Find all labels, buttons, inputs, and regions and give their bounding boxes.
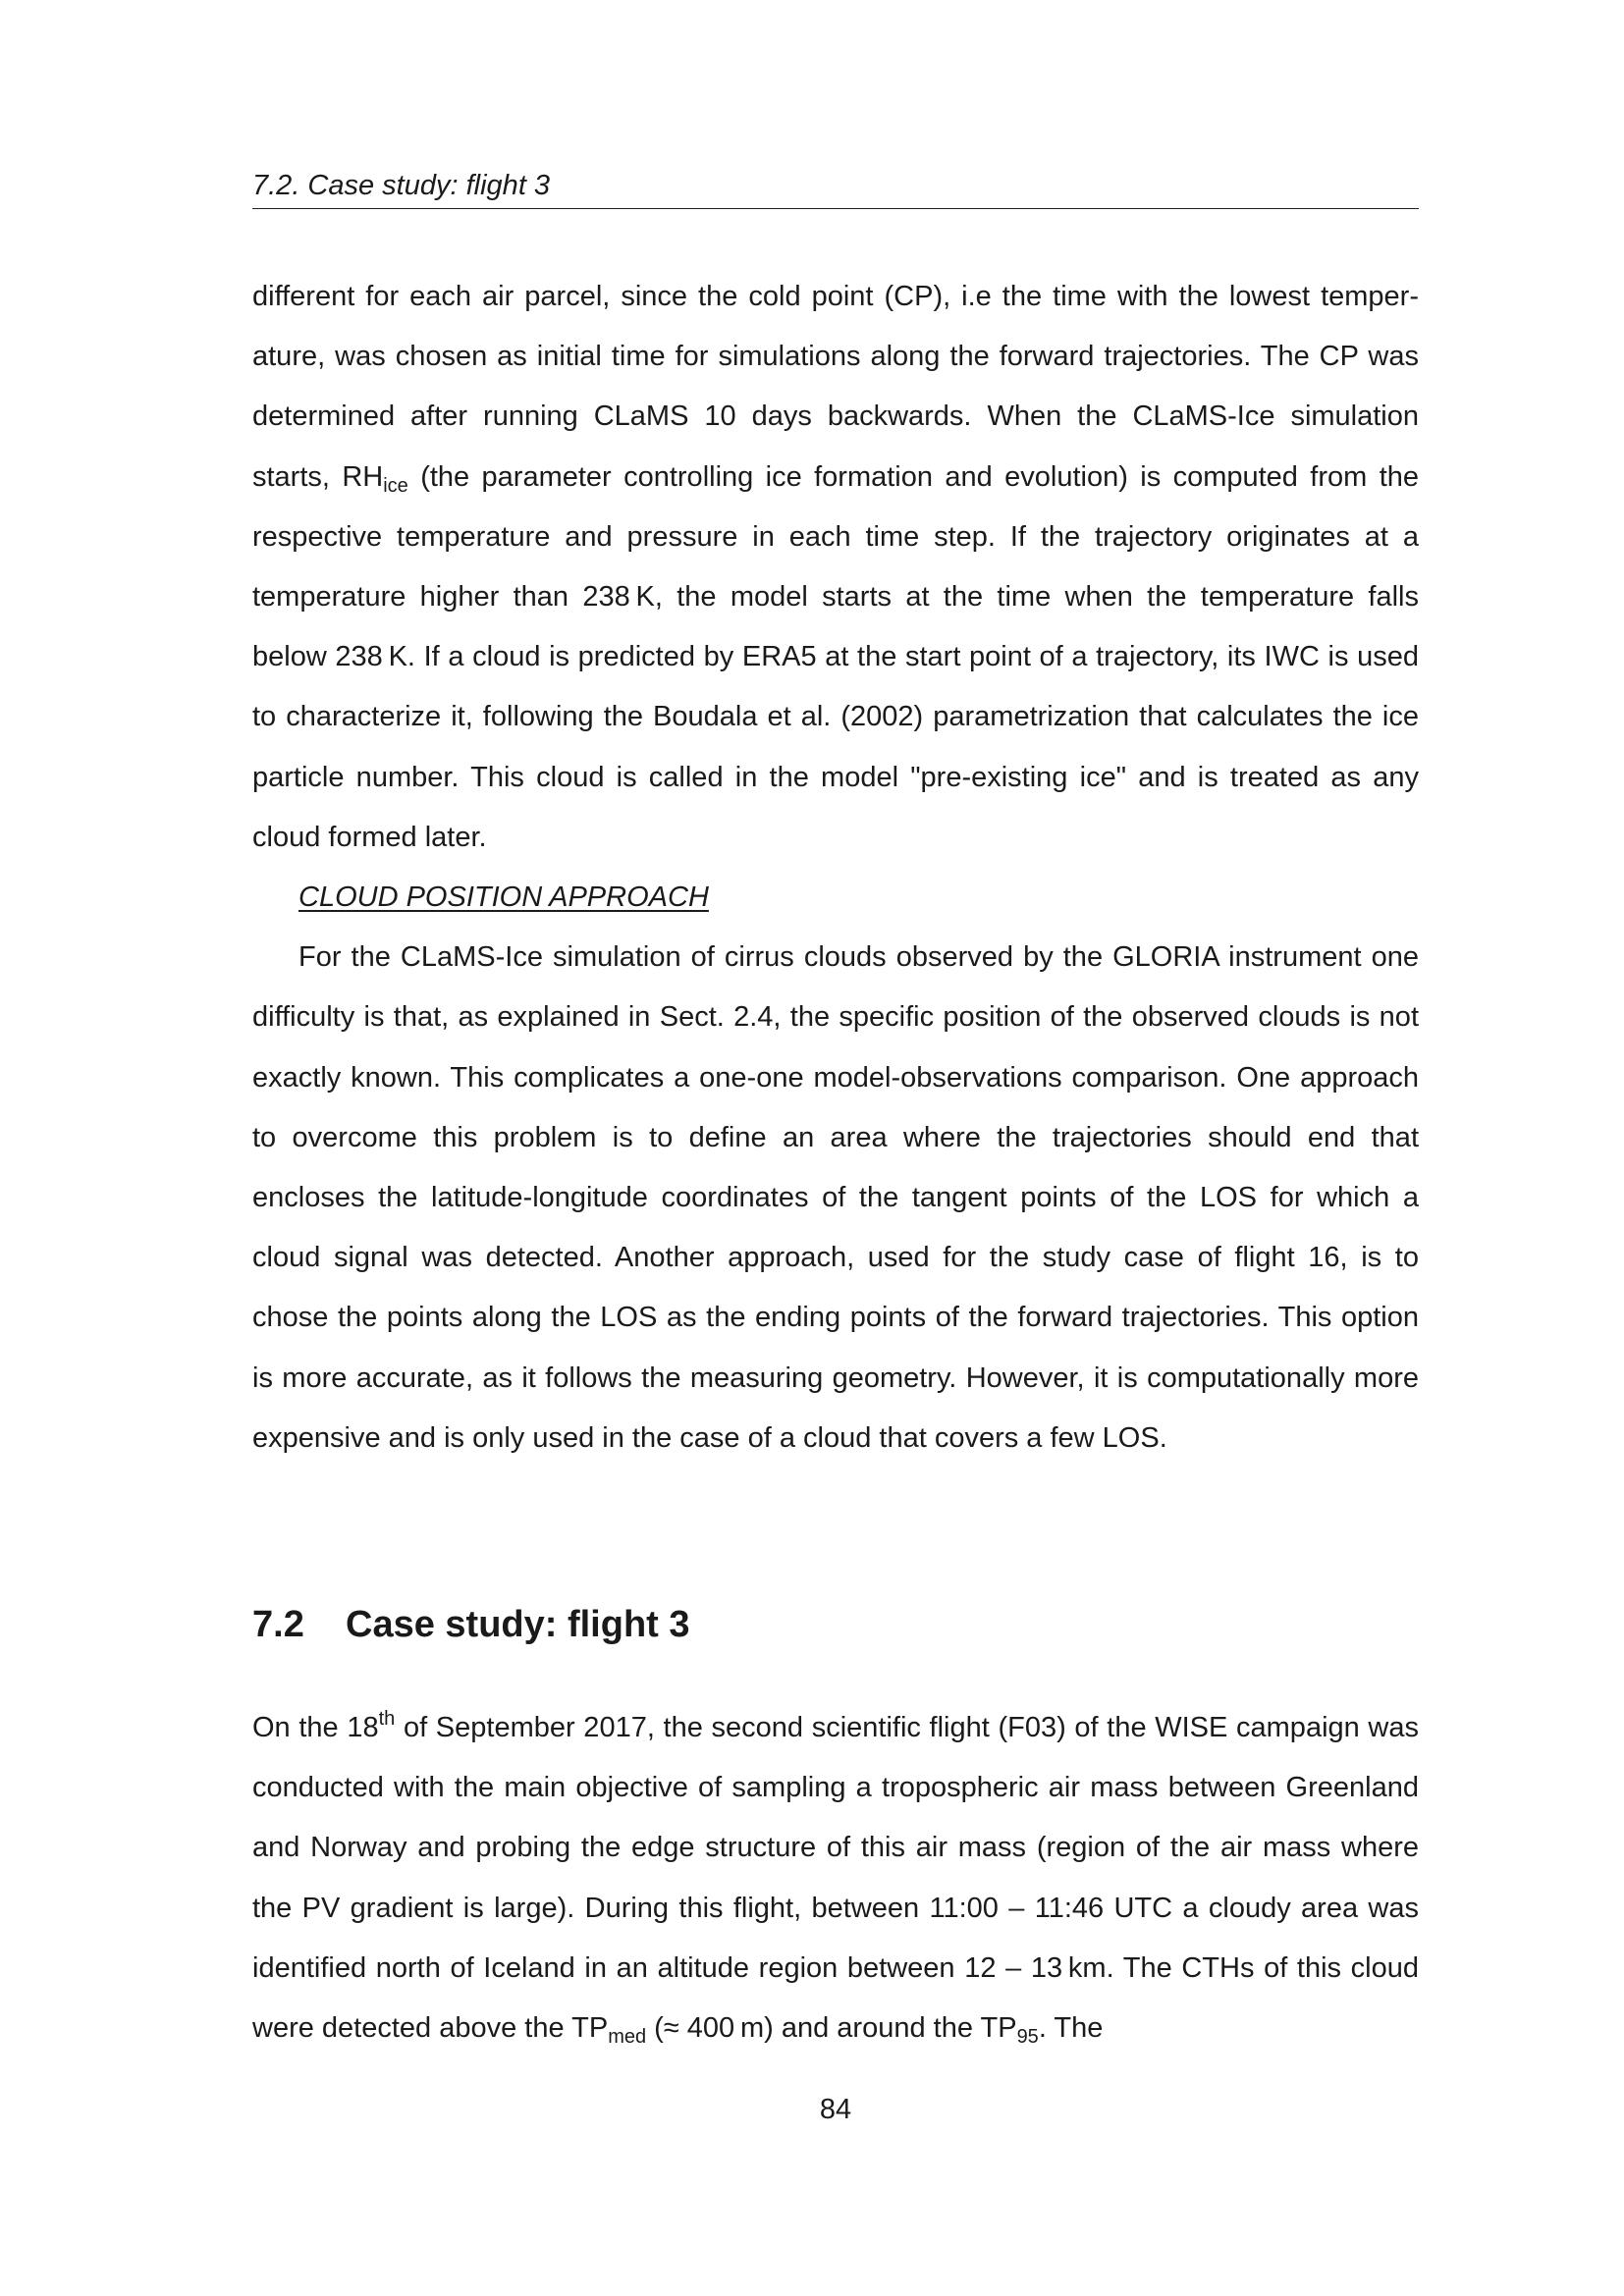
paragraph-3-part-4: . The — [1038, 2012, 1104, 2045]
body-text-upper — [252, 267, 1419, 1468]
subscript-95: 95 — [1016, 2026, 1039, 2049]
page-number: 84 — [819, 2094, 852, 2125]
paragraph-2: For the CLaMS-Ice simulation of cirrus clouds observed by the GLORIA instrument one difficulty is that, as explained in Sect. 2.4, the specific position of the observed clouds is not exactly known. This complicates a one-one model-observations comparison. One approach to overcome this problem is to define an area where the trajectories should end that encloses the latitude-longitude coordinates of the tangent points of the LOS for which a cloud signal was detected. Another approach, used for the study case of flight 16, is to chose the points along the LOS as the ending points of the forward trajectories. This option is more accurate, as it follows the measuring geometry. However, it is computationally more expensive and is only used in the case of a cloud that covers a few LOS. — [252, 941, 1419, 1454]
subscript-ice: ice — [383, 474, 408, 497]
body-text-lower — [252, 1698, 1419, 2058]
header-rule — [252, 208, 1419, 209]
paragraph-heading: CLOUD POSITION APPROACH — [298, 881, 709, 914]
paragraph-1-part-2: (the parameter controlling ice formation and evolution) is computed from the respective temperature and pressure in each time step. If the trajectory originates at a temperature higher than 238 K, the model starts at the time when the temperature falls below 238 K. If a cloud is predicted by ERA5 at the start point of a trajectory, its IWC is used to characterize it, following the Boudala et al. (2002) parametrization that calculates the ice particle number. This cloud is called in the model "pre-existing ice" and is treated as any cloud formed later. — [252, 460, 1420, 853]
paragraph-3-part-3: (≈ 400 m) and around the TP — [646, 2012, 1017, 2045]
subscript-med: med — [608, 2026, 647, 2049]
page — [252, 0, 1419, 2296]
section-title: Case study: flight 3 — [346, 1604, 690, 1645]
paragraph-1 — [252, 267, 1419, 868]
superscript-th: th — [378, 1708, 396, 1730]
paragraph-3-part-2: of September 2017, the second scientific flight (F03) of the WISE campaign was conducted with the main objective of sampling a tropospheric air mass between Greenland and Norway and probing the edge structure of this air mass (region of the air mass where the PV gradient is large). During this flight, between 11:00 – 11:46 UTC a cloudy area was identified north of Iceland in an altitude region between 12 – 13 km. The CTHs of this cloud were detected above the TP — [252, 1712, 1420, 2045]
paragraph-1-part-1: different for each air parcel, since the cold point (CP), i.e the time with the lowest temperature, was chosen as initial time for simulations along the forward trajectories. The CP was determined after running CLaMS 10 days backwards. When the CLaMS-Ice simulation starts, RH — [252, 281, 1419, 493]
section-number: 7.2 — [252, 1604, 304, 1645]
paragraph-3-part-1: On the 18 — [252, 1712, 379, 1743]
running-header: 7.2. Case study: flight 3 — [252, 170, 551, 201]
section-heading — [252, 1600, 690, 1649]
paragraph-3 — [252, 1698, 1419, 2058]
